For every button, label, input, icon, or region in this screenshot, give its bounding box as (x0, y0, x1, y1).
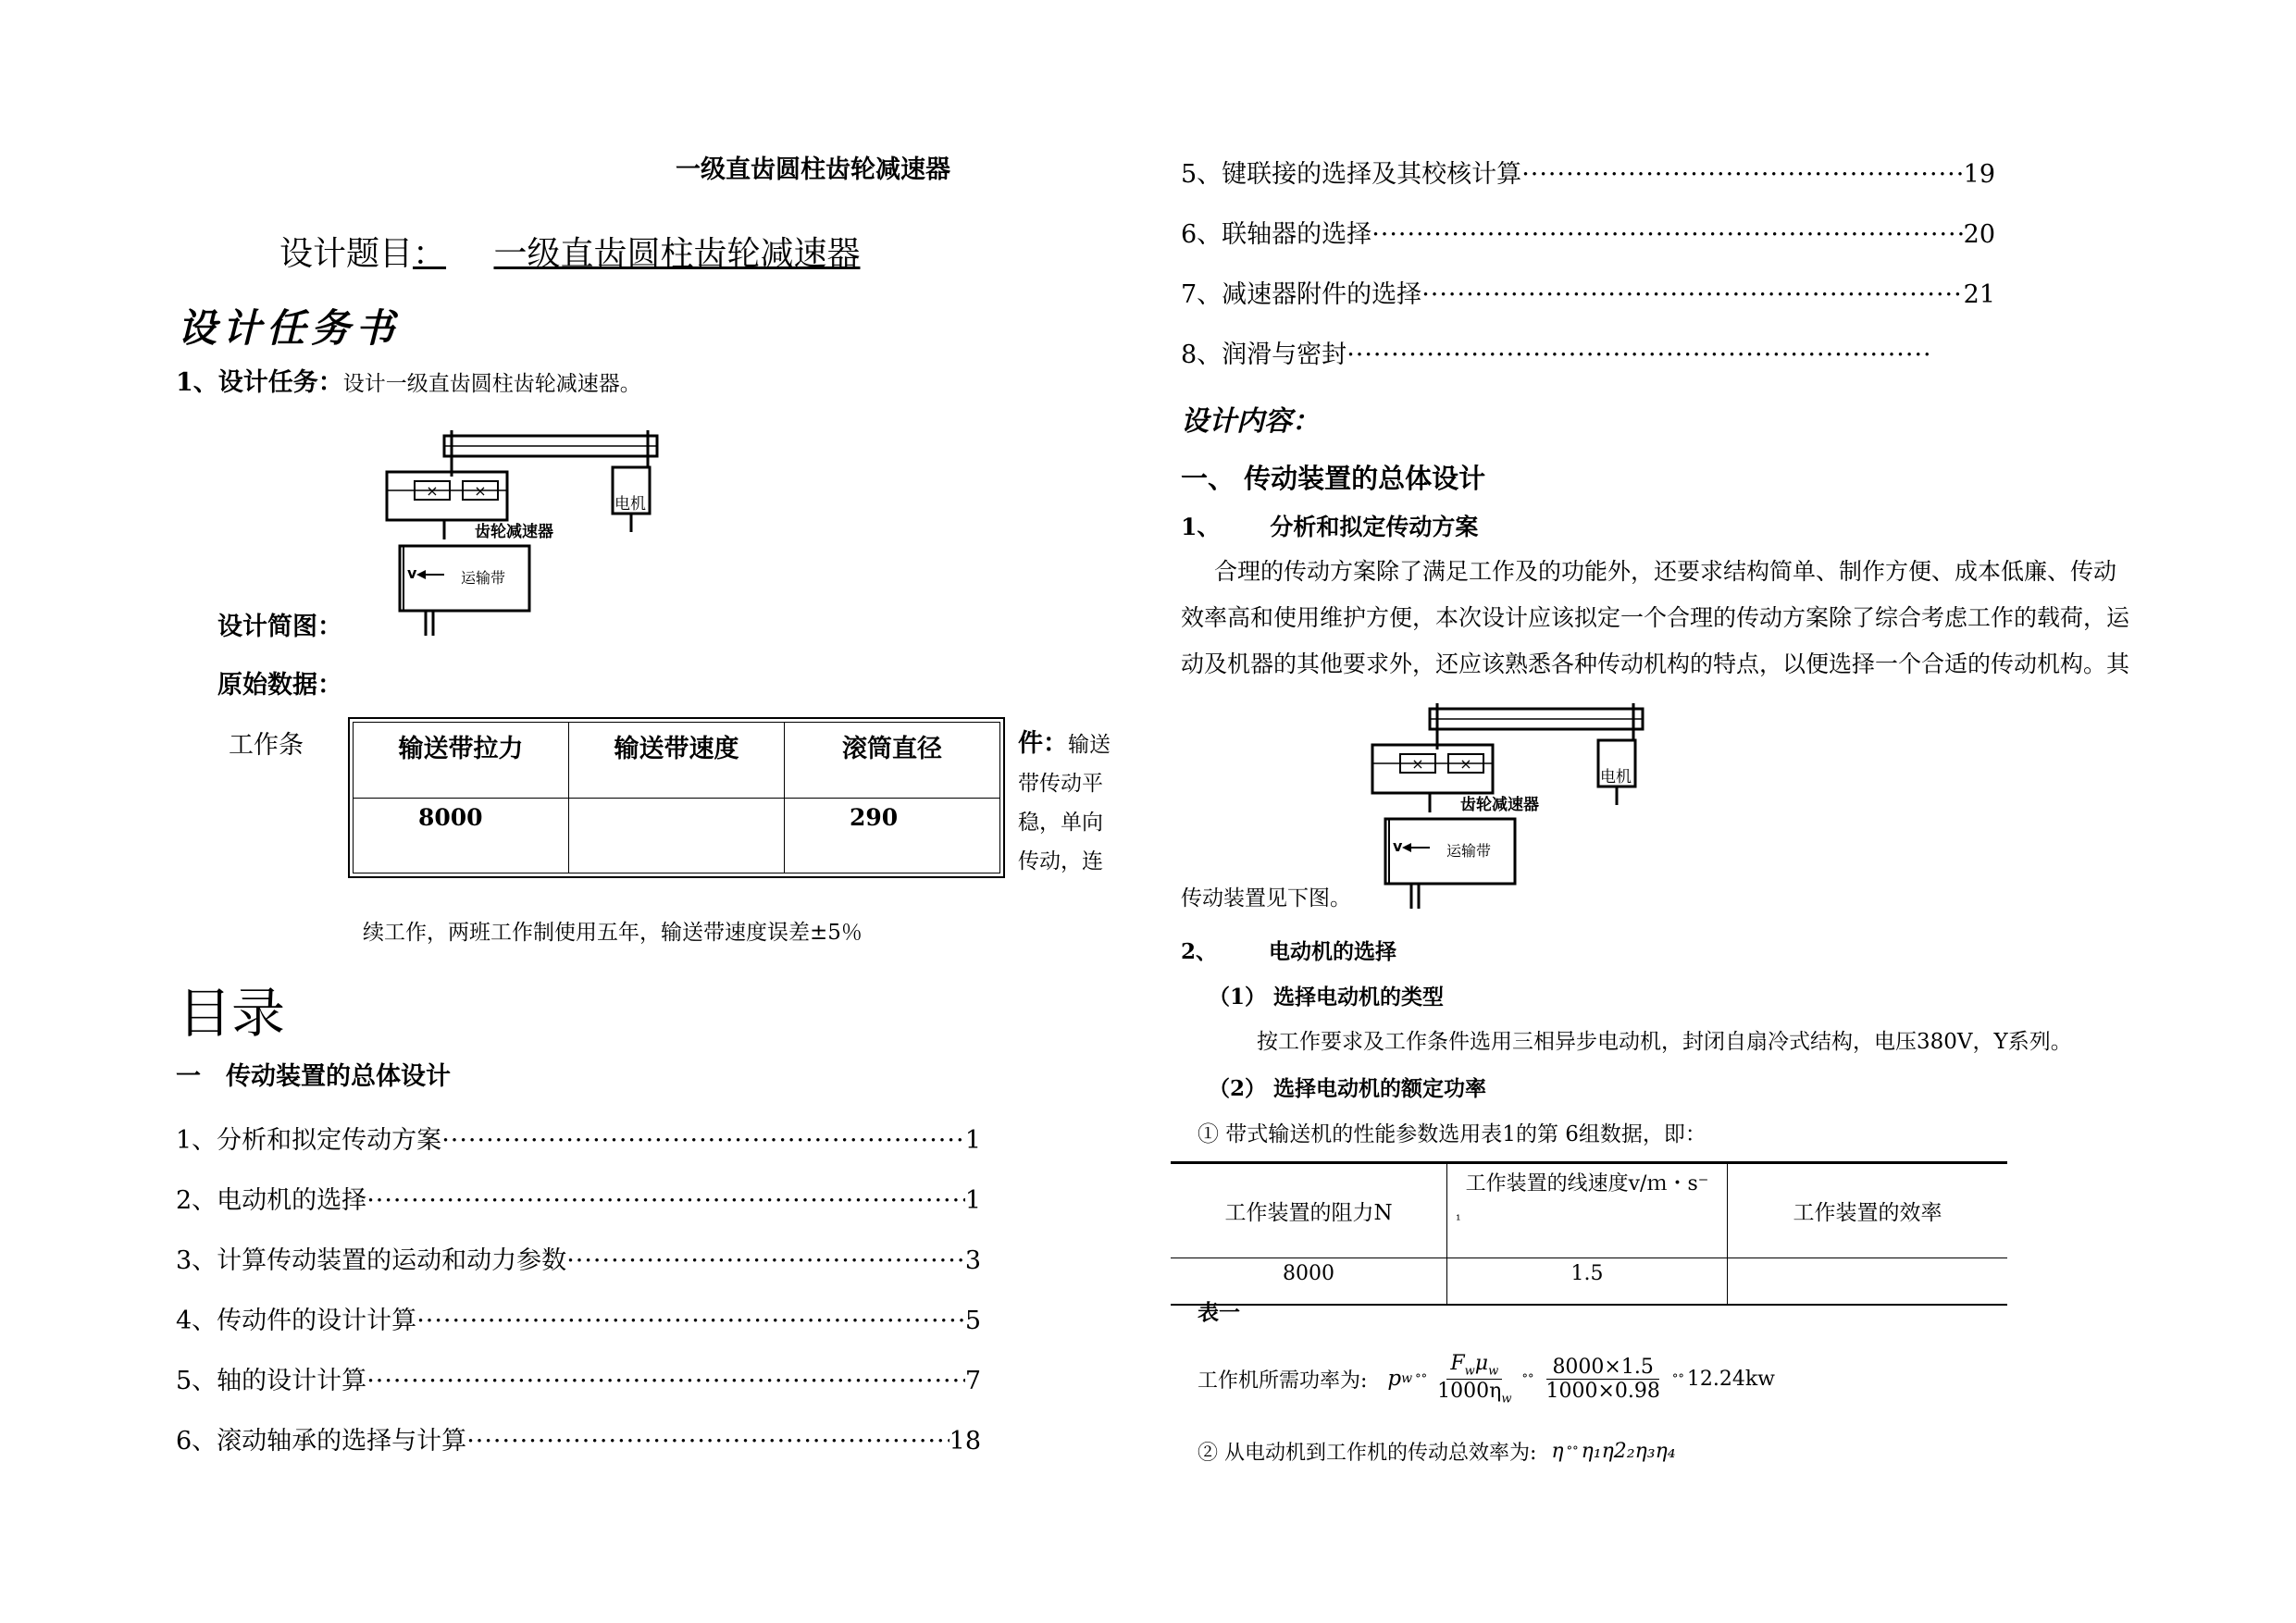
frac1-den-sub: w (1501, 1391, 1512, 1406)
toc-item[interactable] (1181, 214, 1995, 274)
toc-item-label: 6、联轴器的选择 (1181, 220, 1372, 249)
subject-colon: ： (413, 235, 447, 273)
power-formula-row (1198, 1346, 1775, 1411)
v-label: v (407, 564, 417, 582)
toc-item-page: 20 (1963, 220, 1995, 249)
toc-item-label: 3、计算传动装置的运动和动力参数 (176, 1246, 567, 1275)
work-cond-label-b: 件： (1018, 729, 1068, 758)
toc-item-label: 8、润滑与密封 (1181, 341, 1347, 369)
toc-item-page: 19 (1963, 160, 1995, 189)
frac1-den: 1000η (1437, 1379, 1502, 1403)
content-heading: 设计内容： (1181, 405, 1320, 438)
raw-data-label: 原始数据： (217, 671, 342, 700)
toc-item[interactable] (1181, 274, 1995, 334)
table-value-cell: 8000 (1171, 1258, 1447, 1306)
toc-item-label: 6、滚动轴承的选择与计算 (176, 1427, 467, 1456)
table-value-cell (569, 799, 785, 873)
toc-item[interactable] (176, 1180, 981, 1240)
toc-item-page: 3 (964, 1246, 981, 1275)
subsection-title: 电动机的选择 (1269, 939, 1397, 964)
table-header-cell: 工作装置的阻力N (1171, 1163, 1447, 1258)
power-lhs-sub: w (1401, 1371, 1413, 1386)
toc-item[interactable] (176, 1360, 981, 1420)
table-value-cell (1728, 1258, 2008, 1306)
subsection-num: 1、 (1181, 514, 1221, 540)
svg-text:×: × (1411, 755, 1424, 773)
v-label: v (1393, 837, 1403, 855)
paragraph-line: 动及机器的其他要求外，还应该熟悉各种传动机构的特点，以便选择一个合适的传动机构。其 (1181, 650, 2130, 677)
paragraph-line: 合理的传动方案除了满足工作及的功能外，还要求结构简单、制作方便、成本低廉、传动 (1214, 558, 2117, 585)
toc-item[interactable] (1181, 154, 1995, 214)
paragraph-1 (1181, 558, 2143, 697)
toc-item-page: 1 (964, 1186, 981, 1215)
table-header-cell: 输送带拉力 (354, 723, 569, 799)
diagram-caption: 传动装置见下图。 (1181, 886, 1351, 911)
subject-label: 设计题目 (279, 235, 414, 273)
eq-mark: °° (1671, 1371, 1684, 1386)
section-1-title: 一、 传动装置的总体设计 (1181, 463, 1486, 494)
subject-value: 一级直齿圆柱齿轮减速器 (493, 235, 861, 273)
header-title: 一级直齿圆柱齿轮减速器 (676, 155, 950, 184)
toc-item-label: 5、轴的设计计算 (176, 1367, 367, 1395)
toc-item-page: 7 (964, 1367, 981, 1395)
transmission-diagram-left (379, 430, 666, 638)
toc-list-left (176, 1120, 981, 1481)
frac1-num-b-sub: w (1488, 1364, 1499, 1379)
toc-item[interactable] (176, 1240, 981, 1300)
motor-label: 电机 (1600, 768, 1632, 787)
work-cond-line: 传动，连 (1018, 849, 1103, 873)
toc-item[interactable] (1181, 334, 1930, 394)
item-1-title: （1） 选择电动机的类型 (1209, 985, 1445, 1010)
belt-label: 运输带 (1446, 842, 1492, 860)
raw-data-table (348, 717, 1005, 878)
task-item (176, 368, 641, 398)
table-value-cell: 290 (785, 799, 1000, 873)
toc-item[interactable] (176, 1300, 981, 1360)
toc-item-label: 5、键联接的选择及其校核计算 (1181, 160, 1522, 189)
eq-mark: °° (1415, 1371, 1428, 1386)
transmission-diagram-right (1365, 703, 1652, 911)
toc-item-label: 1、分析和拟定传动方案 (176, 1126, 442, 1155)
power-lhs: p (1387, 1367, 1402, 1391)
table-header-cell: 输送带速度 (569, 723, 785, 799)
belt-label: 运输带 (461, 569, 506, 587)
reducer-box (387, 472, 507, 520)
work-cond-label-a: 工作条 (229, 731, 304, 760)
paragraph-line: 效率高和使用维护方便，本次设计应该拟定一个合理的传动方案除了综合考虑工作的载荷，运 (1181, 604, 2130, 631)
item-1-text: 按工作要求及工作条件选用三相异步电动机，封闭自扇冷式结构，电压380V，Y系列。 (1257, 1030, 2072, 1054)
eff-rhs: η₁η2₂η₃η₄ (1581, 1440, 1676, 1463)
table-header-main: 工作装置的线速度v/ｍ・s⁻ (1465, 1172, 1709, 1196)
subsection-2 (1181, 939, 1396, 965)
power-label: 工作机所需功率为: (1198, 1369, 1368, 1393)
fraction-2 (1540, 1356, 1665, 1403)
motor-label: 电机 (614, 495, 646, 514)
circ-2-text: ② 从电动机到工作机的传动总效率为: (1198, 1442, 1537, 1465)
eq-mark: °° (1566, 1444, 1579, 1458)
toc-item-page: 1 (964, 1126, 981, 1155)
subsection-1 (1181, 514, 1478, 541)
table-header-cell (1447, 1163, 1728, 1258)
eff-lhs: η (1551, 1440, 1564, 1463)
work-cond-tail: 续工作，两班工作制使用五年，输送带速度误差±5％ (363, 921, 863, 945)
item-2-title: （2） 选择电动机的额定功率 (1209, 1076, 1487, 1101)
task-heading: 设计任务书 (178, 305, 401, 351)
diagram-label: 设计简图： (217, 613, 342, 641)
fraction-1 (1433, 1352, 1515, 1406)
frac1-num-sub: w (1464, 1364, 1475, 1379)
frac1-num: F (1450, 1352, 1465, 1376)
circ-1-text: ① 带式输送机的性能参数选用表1的第 6组数据，即： (1198, 1122, 1706, 1146)
subsection-num: 2、 (1181, 939, 1218, 964)
frac2-den: 1000×0.98 (1545, 1379, 1660, 1403)
toc-item[interactable] (176, 1420, 981, 1481)
toc-item-label: 7、减速器附件的选择 (1181, 280, 1422, 309)
table-header-sub: ¹ (1456, 1213, 1461, 1228)
table-caption: 表一 (1198, 1300, 1240, 1325)
table-header-cell: 滚筒直径 (785, 723, 1000, 799)
svg-text:×: × (474, 482, 487, 500)
toc-item-page: 21 (1963, 280, 1995, 309)
reducer-label: 齿轮减速器 (475, 523, 553, 541)
subsection-title: 分析和拟定传动方案 (1270, 514, 1479, 540)
work-cond-line: 带传动平 (1018, 772, 1103, 797)
work-cond-line: 输送 (1068, 733, 1111, 757)
toc-heading: 目录 (178, 982, 286, 1045)
toc-item[interactable] (176, 1120, 981, 1180)
task-item-text: 设计一级直齿圆柱齿轮减速器。 (342, 372, 641, 396)
design-subject (279, 228, 861, 275)
toc-section: 一 传动装置的总体设计 (176, 1062, 451, 1091)
work-cond-line: 稳，单向 (1018, 810, 1103, 835)
toc-item-page: 5 (964, 1307, 981, 1335)
toc-item-label: 2、电动机的选择 (176, 1186, 367, 1215)
performance-table (1171, 1161, 2007, 1306)
svg-text:×: × (426, 482, 439, 500)
eq-mark: °° (1521, 1371, 1534, 1386)
frac1-num-b: μ (1474, 1352, 1489, 1376)
toc-item-label: 4、传动件的设计计算 (176, 1307, 417, 1335)
table-value-cell: 1.5 (1447, 1258, 1728, 1306)
reducer-label: 齿轮减速器 (1460, 796, 1539, 814)
table-header-cell: 工作装置的效率 (1728, 1163, 2008, 1258)
task-item-label: 1、设计任务： (176, 368, 343, 397)
frac2-num: 8000×1.5 (1546, 1356, 1658, 1380)
work-cond-side (1018, 729, 1120, 874)
toc-list-right (1181, 154, 1995, 394)
svg-text:×: × (1459, 755, 1472, 773)
efficiency-row (1198, 1437, 1676, 1466)
table-value-cell: 8000 (354, 799, 569, 873)
power-result: 12.24kw (1686, 1367, 1776, 1391)
toc-item-page: 18 (949, 1427, 981, 1456)
